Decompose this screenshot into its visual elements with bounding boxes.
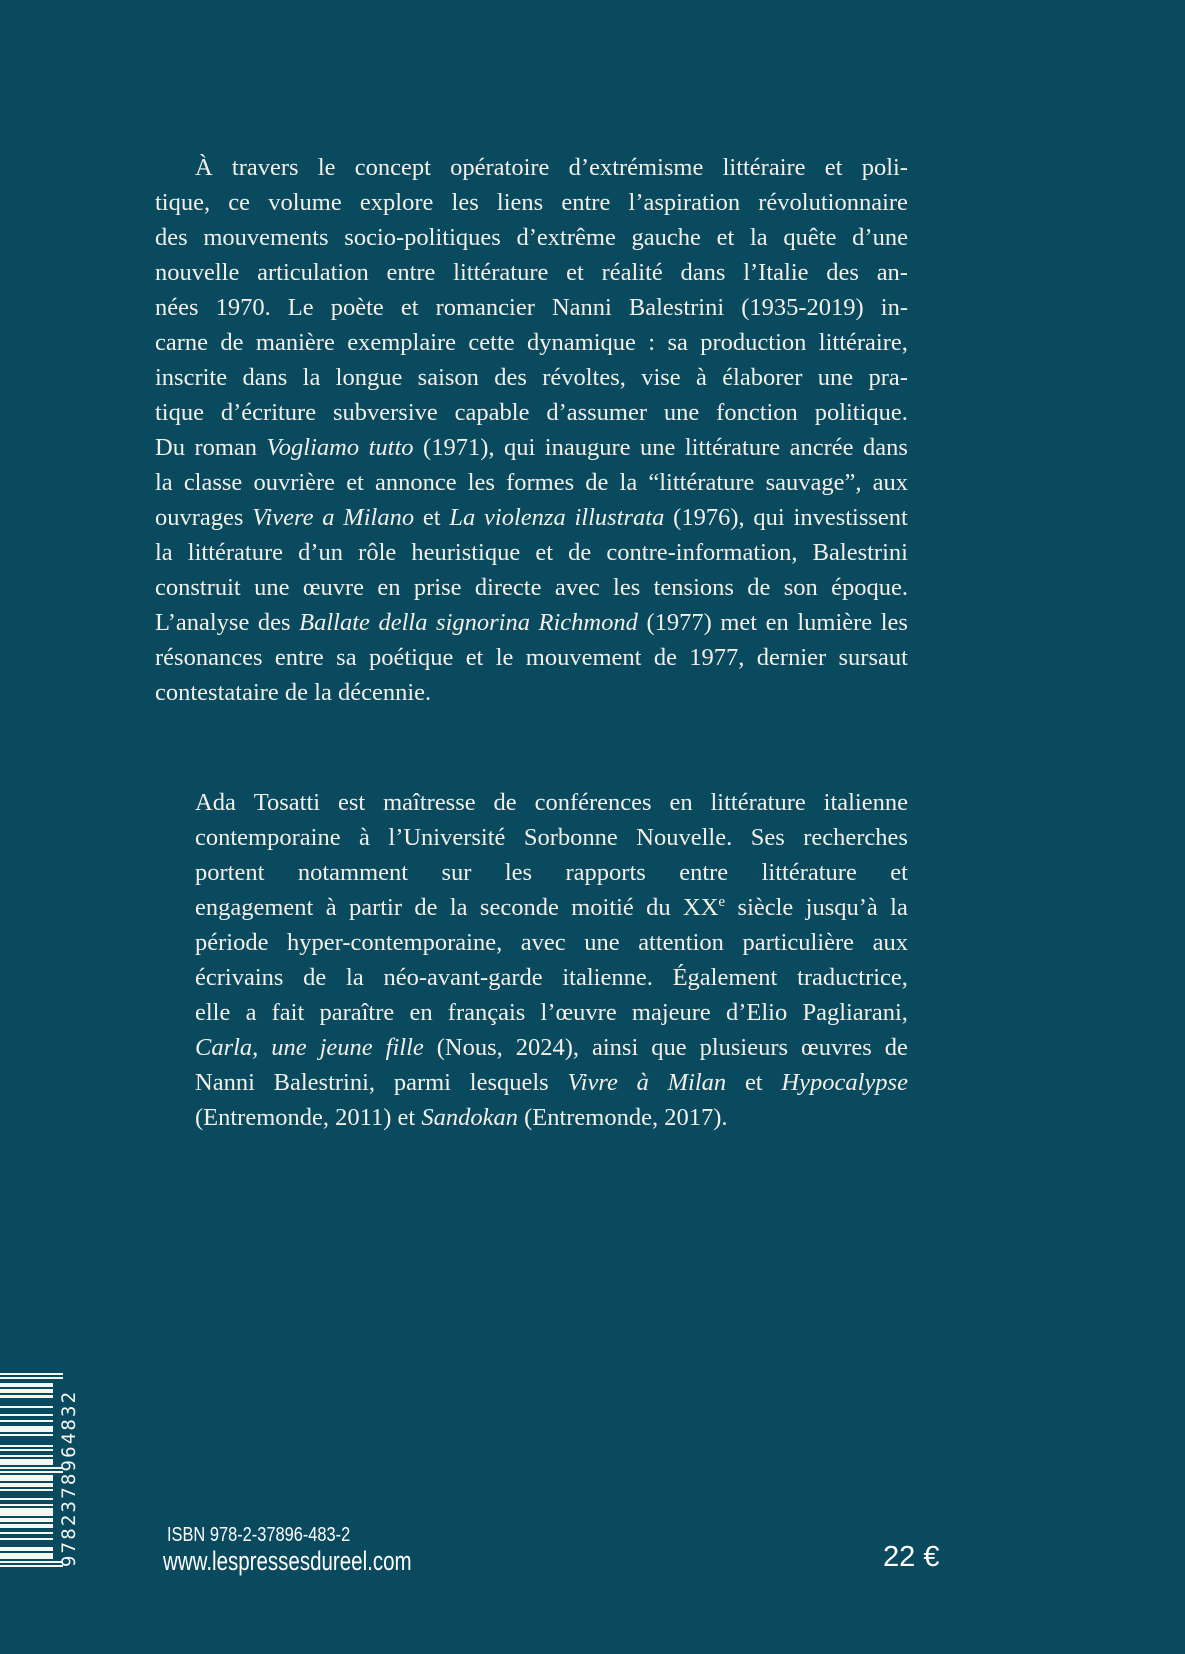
barcode-bar [0,1498,53,1500]
publisher-website-url: www.lespressesdureel.com [163,1546,412,1576]
price-text: 22 € [883,1541,940,1573]
barcode-bar [0,1508,53,1516]
text-line: À travers le concept opératoire d’extrémisme littéraire et poli- [195,154,908,181]
barcode-bar [0,1395,53,1397]
barcode-bar [0,1373,63,1375]
text-line: Carla, une jeune fille (Nous, 2024), ainsi que plusieurs œuvres de [195,1034,908,1061]
text-line: Ada Tosatti est maîtresse de conférences en littérature italienne [195,789,908,816]
text-line: la littérature d’un rôle heuristique et de contre-information, Balestrini [155,539,908,566]
barcode-bar [0,1420,53,1422]
barcode-bar [0,1565,63,1567]
text-line: nouvelle articulation entre littérature et réalité dans l’Italie des an- [155,259,908,286]
barcode-bar [0,1426,53,1432]
barcode-number: 9782378964832 [58,1389,80,1567]
text-line: résonances entre sa poétique et le mouvement de 1977, dernier sursaut [155,644,908,671]
text-line: portent notamment sur les rapports entre littérature et [195,859,908,886]
barcode-bar [0,1459,53,1465]
barcode-bar [0,1483,53,1487]
barcode-bar [0,1467,63,1469]
text-line: la classe ouvrière et annonce les formes de la “littérature sauvage”, aux [155,469,908,496]
text-line: engagement à partir de la seconde moitié du XXe siècle jusqu’à la [195,892,908,921]
text-line: période hyper-contemporaine, avec une attention particulière aux [195,929,908,956]
text-line: contemporaine à l’Université Sorbonne Nouvelle. Ses recherches [195,824,908,851]
text-line: carne de manière exemplaire cette dynamique : sa production littéraire, [155,329,908,356]
text-line: Nanni Balestrini, parmi lesquels Vivre à Milan et Hypocalypse [195,1069,908,1096]
blurb-paragraph [155,150,908,710]
text-line: contestataire de la décennie. [155,679,432,706]
barcode-bar [0,1434,53,1436]
barcode-bar [0,1377,63,1379]
barcode-bar [0,1383,53,1387]
barcode-bar [0,1504,53,1506]
text-line: des mouvements socio-politiques d’extrême gauche et la quête d’une [155,224,908,251]
barcode-bar [0,1561,63,1563]
barcode-bar [0,1414,53,1416]
text-line: écrivains de la néo-avant-garde italienne. Également traductrice, [195,964,908,991]
text-line: elle a fait paraître en français l’œuvre majeure d’Elio Pagliarani, [195,999,908,1026]
text-line: tique, ce volume explore les liens entre l’aspiration révolutionnaire [155,189,908,216]
barcode-bar [0,1389,53,1393]
barcode-bar [0,1532,53,1534]
text-line: nées 1970. Le poète et romancier Nanni Balestrini (1935-2019) in- [155,294,908,321]
barcode-bar [0,1518,53,1522]
barcode-bar [0,1538,53,1540]
text-line: tique d’écriture subversive capable d’assumer une fonction politique. [155,399,908,426]
text-line: ouvrages Vivere a Milano et La violenza illustrata (1976), qui investissent [155,504,908,531]
text-line: Du roman Vogliamo tutto (1971), qui inaugure une littérature ancrée dans [155,434,908,461]
text-line: construit une œuvre en prise directe avec les tensions de son époque. [155,574,908,601]
text-line: L’analyse des Ballate della signorina Richmond (1977) met en lumière les [155,609,908,636]
barcode-bar [0,1406,53,1408]
barcode-bar [0,1547,53,1551]
barcode-bar [0,1553,53,1559]
barcode-bar [0,1445,53,1447]
barcode-bar [0,1471,63,1473]
barcode-bar [0,1489,53,1491]
text-line: (Entremonde, 2011) et Sandokan (Entremonde, 2017). [195,1104,728,1131]
barcode-bar [0,1475,53,1481]
isbn-text: ISBN 978-2-37896-483-2 [167,1524,351,1546]
text-line: inscrite dans la longue saison des révoltes, vise à élaborer une pra- [155,364,908,391]
barcode-bar [0,1455,53,1457]
barcode-bar [0,1524,53,1528]
author-bio-paragraph [195,785,908,1135]
barcode-bar [0,1449,53,1451]
